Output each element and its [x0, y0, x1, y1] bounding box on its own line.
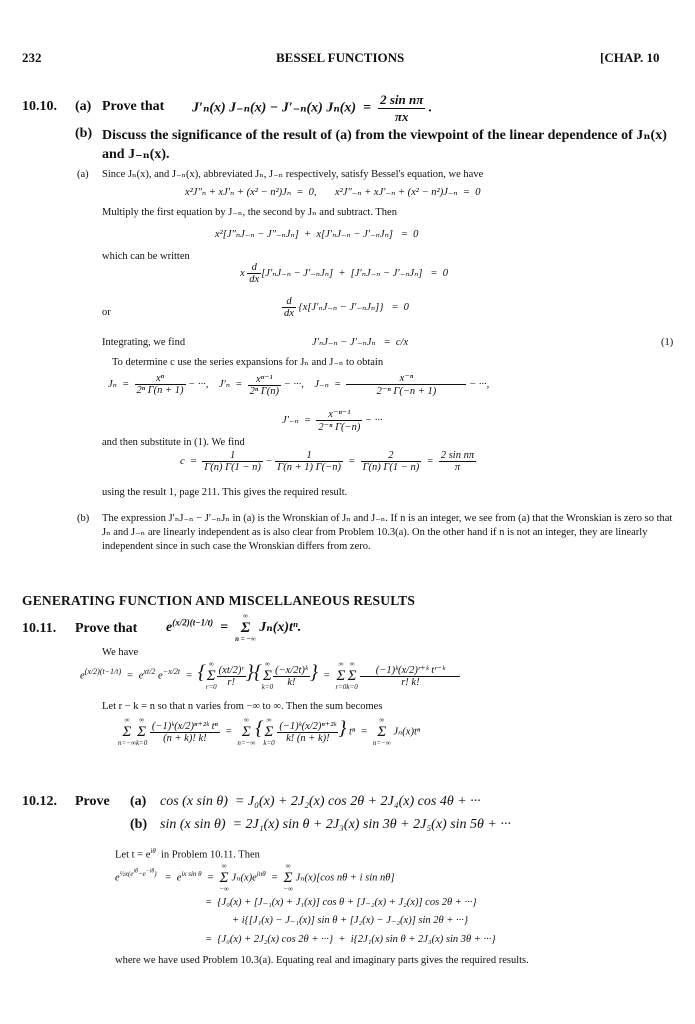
- part-a-label: (a): [75, 99, 92, 114]
- substitution-equation-line3: + i{[J₁(x) − J₋₁(x)] sin θ + [J₂(x) − J₋₂(x)] sin 2θ + ···}: [232, 915, 469, 926]
- part-a-text: Prove that: [102, 99, 165, 114]
- sol-a-text: Since Jₙ(x), and J₋ₙ(x), abbreviated Jₙ, J₋ₙ respectively, satisfy Bessel's equation, we have: [102, 169, 484, 180]
- p1012-a-label: (a): [130, 794, 147, 809]
- p1012-text: Prove: [75, 794, 110, 809]
- series-expansions: Jₙ = $\frac{\text{xⁿ}}{\text{2ⁿ Γ(n + 1)}}$ − ···, J′ₙ = $\frac{\text{xⁿ⁻¹}}{\text{2ⁿ Γ(n)}}$ − ···, J₋ₙ = $\frac{\text{x⁻ⁿ}}{\text{2⁻ⁿ Γ(−n + 1)}}$ − ···,: [108, 373, 490, 397]
- c-value-equation: c = $\frac{1}{\Gamma(n) \Gamma(1 - n)}$ − $\frac{1}{\Gamma(n + 1) \Gamma(-n)}$ = $\frac{2}{\Gamma(n) \Gamma(1 - n)}$ = $\frac{\text{2 sin nπ}}{\pi}$: [180, 450, 475, 473]
- multiply-text: Multiply the first equation by J₋ₙ, the second by Jₙ and subtract. Then: [102, 207, 397, 218]
- sum-becomes-equation: ∞ Σ n=−∞ ∞ Σ k=0 $\frac{\text{(−1)ᵏ(x/2)ⁿ⁺²ᵏ tⁿ}}{(n + k)! k!}$ = ∞ Σ n=−∞ { ∞ Σ k=0 $\frac{\text{(−1)ᵏ(x/2)ⁿ⁺²ᵏ}}{k! (n + k)!}$ } tⁿ = ∞ Σ n=−∞ Jₙ(x)tⁿ: [118, 716, 421, 747]
- written-equation: x $\frac{d}{dx}$ [J′ₙJ₋ₙ − J′₋ₙJₙ] + [J′ₙJ₋ₙ − J′₋ₙJₙ] = 0: [240, 262, 448, 285]
- section-heading: GENERATING FUNCTION AND MISCELLANEOUS RESULTS: [22, 593, 416, 608]
- let-text-1011: Let r − k = n so that n varies from −∞ to ∞. Then the sum becomes: [102, 701, 383, 712]
- determine-text: To determine c use the series expansions for Jₙ and J₋ₙ to obtain: [112, 357, 384, 368]
- generating-function-equation: $e^{(x/2)(t-1/t)}$ = ∞ Σ n = −∞ Jₙ(x)tⁿ.: [166, 612, 302, 643]
- substitution-equation-line2: = {J₀(x) + [J₋₁(x) + J₁(x)] cos θ + [J₋₂(x) + J₂(x)] cos 2θ + ···}: [205, 897, 477, 908]
- problem-number-10-12: 10.12.: [22, 794, 57, 809]
- bessel-equations: x²J″ₙ + xJ′ₙ + (x² − n²)Jₙ = 0, x²J″₋ₙ + xJ′₋ₙ + (x² − n²)J₋ₙ = 0: [185, 187, 481, 198]
- integrating-text: Integrating, we find: [102, 337, 186, 348]
- product-expansion: $e^{(x/2)(t-1/t)} = e^{xt/2}$ $e^{-x/2t}$ = { ∞ Σ r=0 $\frac{\text{(xt/2)ʳ}}{r!}$ }{ ∞ Σ k=0 $\frac{\text{(−x/2t)ᵏ}}{k!}$ } = ∞ Σ r=0 ∞ Σ k=0 $\frac{\text{(−1)ᵏ(x/2)ʳ⁺ᵏ tʳ⁻ᵏ}}{r! k!}$: [80, 660, 460, 692]
- p1011-text: Prove that: [75, 621, 138, 636]
- sol-b-label: (b): [77, 513, 90, 524]
- cos-series-equation: cos (x sin θ) = J₀(x) + 2J₂(x) cos 2θ + 2J₄(x) cos 4θ + ···: [160, 794, 481, 809]
- problem-number-10-11: 10.11.: [22, 621, 57, 636]
- substitution-equation-line1: $e^{\frac{1}{2}x(e^{i\theta}-e^{-i\theta})} = e^{ix sin \theta}$ = ∞ Σ −∞ $J_n(x)e^{in\theta}$ = ∞ Σ −∞ Jₙ(x)[cos nθ + i sin nθ]: [115, 862, 395, 893]
- series-expansion-dneg: J′₋ₙ = $\frac{\text{x⁻ⁿ⁻¹}}{\text{2⁻ⁿ Γ(−n)}}$ − ···: [282, 409, 383, 433]
- derivative-equation: $\frac{d}{dx}$ {x[J′ₙJ₋ₙ − J′₋ₙJₙ]} = 0: [284, 296, 409, 319]
- sin-series-equation: sin (x sin θ) = 2J₁(x) sin θ + 2J₃(x) sin 3θ + 2J₅(x) sin 5θ + ···: [160, 817, 511, 832]
- using-text: using the result 1, page 211. This gives the required result.: [102, 487, 348, 498]
- running-title: BESSEL FUNCTIONS: [276, 50, 405, 65]
- substitute-text: and then substitute in (1). We find: [102, 437, 245, 448]
- equation-tag: (1): [661, 337, 674, 348]
- we-have-text: We have: [102, 647, 139, 658]
- let-text-1012: Let $t = e^{i\theta}$ in Problem 10.11. Then: [115, 847, 260, 861]
- sol-a-label: (a): [77, 169, 89, 180]
- or-text: or: [102, 307, 111, 318]
- integrated-equation: J′ₙJ₋ₙ − J′₋ₙJₙ = c/x: [312, 337, 409, 348]
- page-number: 232: [22, 50, 42, 65]
- problem-number-10-10: 10.10.: [22, 99, 57, 114]
- substitution-equation-line4: = {J₀(x) + 2J₂(x) cos 2θ + ···} + i{2J₁(x) sin θ + 2J₃(x) sin 3θ + ···}: [205, 934, 496, 945]
- p1012-b-label: (b): [130, 817, 148, 832]
- final-text: where we have used Problem 10.3(a). Equating real and imaginary parts gives the required results.: [115, 955, 529, 966]
- subtract-equation: x²[J″ₙJ₋ₙ − J″₋ₙJₙ] + x[J′ₙJ₋ₙ − J′₋ₙJₙ] = 0: [215, 229, 419, 240]
- part-b-text: Discuss the significance of the result of (a) from the viewpoint of the linear dependence of Jₙ(x) and J₋ₙ(x).: [102, 128, 667, 162]
- equation-wronskian: J′ₙ(x) J₋ₙ(x) − J′₋ₙ(x) Jₙ(x) = $\frac{\text{2 sin nπ}}{\pi x}$ .: [192, 92, 433, 124]
- part-b-label: (b): [75, 126, 93, 141]
- sol-b-text: The expression J′ₙJ₋ₙ − J′₋ₙJₙ in (a) is the Wronskian of Jₙ and J₋ₙ. If n is an integer, we see from (a) that the Wronskian is zero so that Jₙ and J₋ₙ are linearly independent as is also clear from Problem 10.3(a). On the other hand if n is not an integer, they are linearly independent since in such case the Wronskian differs from zero.: [102, 513, 673, 552]
- chapter-label: [CHAP. 10: [600, 50, 660, 65]
- which-text: which can be written: [102, 251, 190, 262]
